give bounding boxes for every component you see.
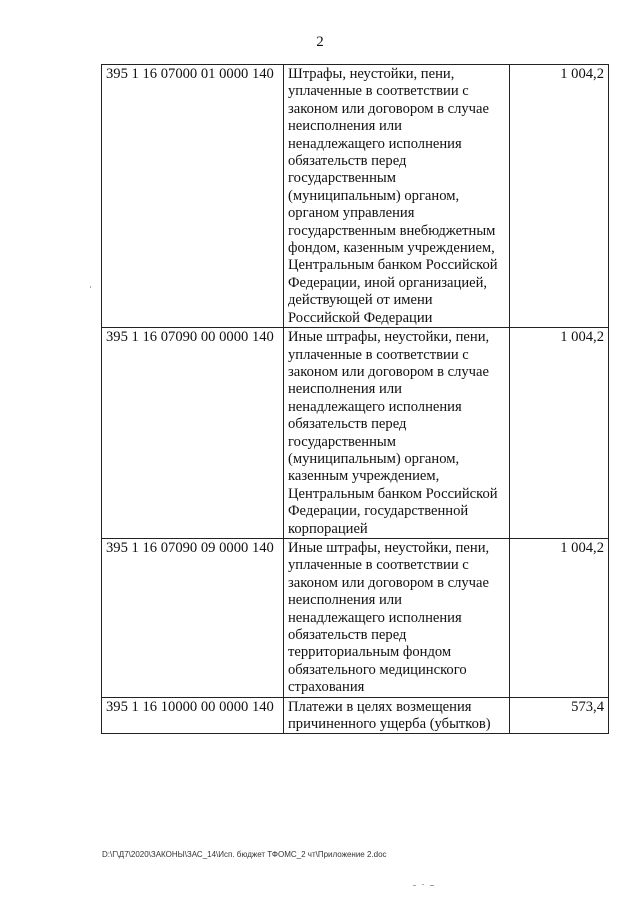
revenue-name-line: Центральным банком Российской	[288, 257, 498, 274]
revenue-name-cell	[284, 697, 510, 734]
revenue-name-line: ненадлежащего исполнения	[288, 135, 462, 152]
revenue-name-line: обязательств перед	[288, 627, 407, 643]
revenue-name-line: органом управления	[288, 205, 415, 222]
revenue-name-line: Штрафы, неустойки, пени,	[288, 66, 455, 82]
scan-speck	[413, 885, 416, 886]
revenue-name-line: территориальным фондом	[288, 644, 452, 661]
revenue-name-cell	[284, 328, 510, 539]
revenue-name-line: Российской Федерации	[288, 309, 433, 326]
revenue-name-line: законом или договором в случае	[288, 574, 489, 591]
budget-table	[101, 64, 609, 734]
scan-speck	[90, 286, 91, 288]
amount-cell: 1 004,2	[510, 328, 609, 539]
revenue-name-cell	[284, 65, 510, 328]
revenue-name-line: неисполнения или	[288, 118, 402, 135]
budget-code-cell: 395 1 16 07090 00 0000 140	[102, 328, 284, 539]
revenue-name-line: Иные штрафы, неустойки, пени,	[288, 539, 490, 556]
revenue-name-line: корпорацией	[288, 520, 368, 537]
table-row	[102, 697, 609, 734]
amount-cell: 1 004,2	[510, 538, 609, 697]
revenue-name-line: обязательного медицинского	[288, 661, 467, 678]
revenue-name-line: Платежи в целях возмещения	[288, 698, 472, 715]
scan-speck	[422, 884, 424, 885]
revenue-name-cell	[284, 538, 510, 697]
revenue-name-line: государственным	[288, 433, 396, 450]
revenue-name-line: государственным внебюджетным	[288, 222, 496, 239]
revenue-name-line: Федерации, государственной	[288, 503, 469, 520]
budget-code-cell: 395 1 16 07090 09 0000 140	[102, 538, 284, 697]
revenue-name-line: ненадлежащего исполнения	[288, 609, 462, 626]
revenue-name-line: обязательств перед	[288, 416, 407, 433]
revenue-name-line: страхования	[288, 679, 365, 696]
revenue-name-line: Федерации, иной организацией,	[288, 274, 488, 291]
page-number: 2	[316, 34, 324, 50]
revenue-name-line: государственным	[288, 170, 396, 187]
budget-table-body	[102, 65, 609, 734]
table-row	[102, 328, 609, 539]
budget-code-cell: 395 1 16 07000 01 0000 140	[102, 65, 284, 328]
revenue-name-line: неисполнения или	[288, 592, 402, 609]
footer-file-path: D:\Г\Д7\2020\ЗАКОНЫ\ЗАС_14\Исп. бюджет ТФОМС_2 чт\Приложение 2.doc	[102, 850, 387, 859]
amount-cell: 573,4	[510, 697, 609, 734]
amount-cell: 1 004,2	[510, 65, 609, 328]
revenue-name-line: Иные штрафы, неустойки, пени,	[288, 329, 490, 346]
revenue-name-line: законом или договором в случае	[288, 100, 489, 117]
table-row	[102, 538, 609, 697]
revenue-name-line: обязательств перед	[288, 153, 407, 170]
revenue-name-line: Центральным банком Российской	[288, 485, 498, 502]
revenue-name-line: фондом, казенным учреждением,	[288, 240, 495, 257]
revenue-name-line: законом или договором в случае	[288, 363, 489, 380]
scan-speck	[430, 885, 434, 886]
table-row	[102, 65, 609, 328]
revenue-name-line: причиненного ущерба (убытков)	[288, 716, 491, 733]
revenue-name-line: (муниципальным) органом,	[288, 450, 460, 467]
revenue-name-line: уплаченные в соответствии с	[288, 346, 469, 363]
revenue-name-line: действующей от имени	[288, 292, 433, 309]
revenue-name-line: неисполнения или	[288, 381, 402, 398]
revenue-name-line: (муниципальным) органом,	[288, 187, 460, 204]
budget-code-cell: 395 1 16 10000 00 0000 140	[102, 697, 284, 734]
revenue-name-line: уплаченные в соответствии с	[288, 557, 469, 574]
revenue-name-line: казенным учреждением,	[288, 468, 440, 485]
revenue-name-line: ненадлежащего исполнения	[288, 398, 462, 415]
revenue-name-line: уплаченные в соответствии с	[288, 83, 469, 100]
